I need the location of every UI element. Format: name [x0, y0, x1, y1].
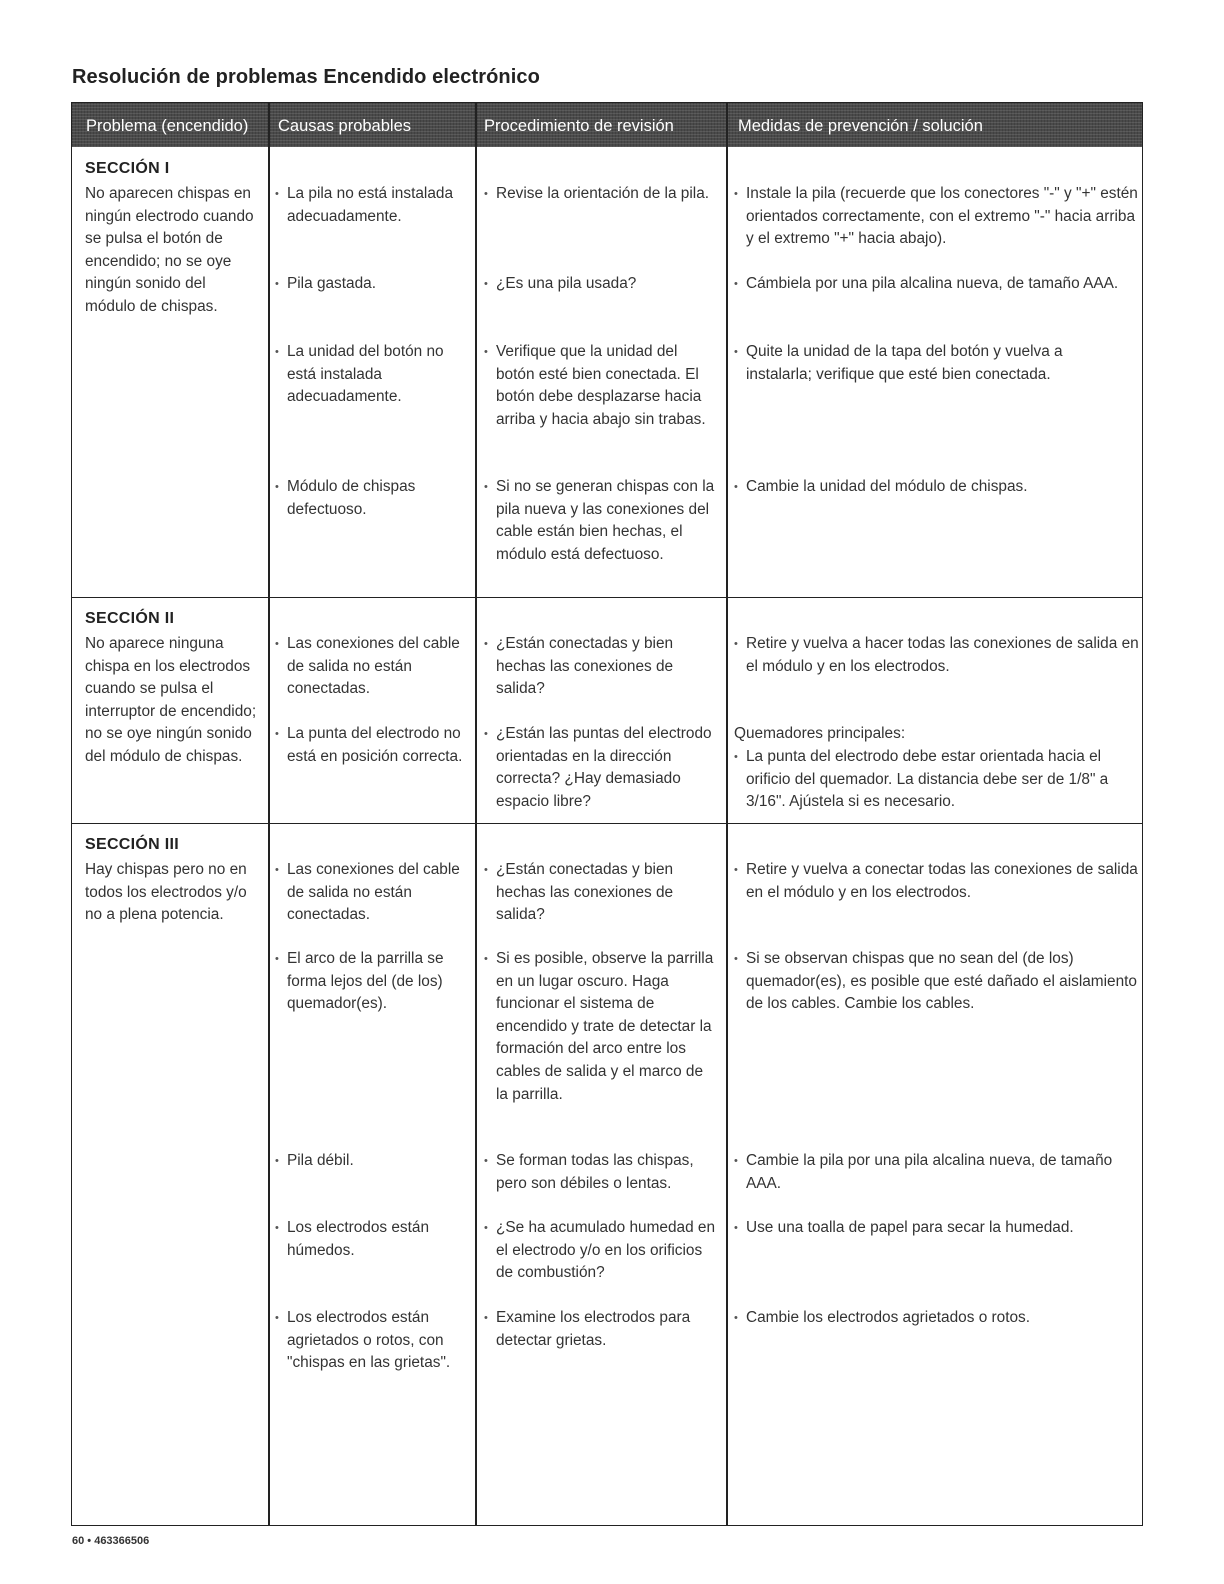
solution: • Retire y vuelva a conectar todas las conexiones de salida en el módulo y en los electrodos. [734, 859, 1142, 904]
probable-cause: • Módulo de chispas defectuoso. [275, 476, 469, 521]
solution: • Use una toalla de papel para secar la humedad. [734, 1217, 1142, 1240]
column-header-problem: Problema (encendido) [86, 117, 249, 135]
check-procedure: • Examine los electrodos para detectar grietas. [484, 1307, 718, 1352]
probable-cause: • Las conexiones del cable de salida no están conectadas. [275, 859, 469, 927]
probable-cause: • Pila gastada. [275, 273, 469, 296]
solution: • La punta del electrodo debe estar orientada hacia el orificio del quemador. La distancia debe ser de 1/8" a 3/16". Ajústela si es necesario. [734, 746, 1142, 814]
check-procedure: • ¿Se ha acumulado humedad en el electrodo y/o en los orificios de combustión? [484, 1217, 718, 1285]
problem-description: Hay chispas pero no en todos los electrodos y/o no a plena potencia. [85, 861, 247, 924]
check-procedure: • ¿Están conectadas y bien hechas las conexiones de salida? [484, 633, 718, 701]
solution: • Retire y vuelva a hacer todas las conexiones de salida en el módulo y en los electrodos. [734, 633, 1142, 678]
check-procedure: • Verifique que la unidad del botón esté bien conectada. El botón debe desplazarse hacia arriba y hacia abajo sin trabas. [484, 341, 718, 431]
solution: • Cambie la unidad del módulo de chispas. [734, 476, 1132, 499]
probable-cause: • El arco de la parrilla se forma lejos del (de los) quemador(es). [275, 948, 469, 1016]
probable-cause: • La unidad del botón no está instalada adecuadamente. [275, 341, 469, 409]
solution: • Cambie los electrodos agrietados o rotos. [734, 1307, 1142, 1330]
solution: • Cambie la pila por una pila alcalina nueva, de tamaño AAA. [734, 1150, 1142, 1195]
solution: • Si se observan chispas que no sean del (de los) quemador(es), es posible que esté dañado el aislamiento de los cables. Cambie los cables. [734, 948, 1142, 1016]
section-title: SECCIÓN III [85, 836, 179, 853]
table-header [72, 103, 1142, 147]
problem-description: No aparecen chispas en ningún electrodo cuando se pulsa el botón de encendido; no se oye ningún sonido del módulo de chispas. [85, 185, 254, 315]
solution: • Instale la pila (recuerde que los conectores "-" y "+" estén orientados correctamente, con el extremo "-" hacia arriba y el extremo "+" hacia abajo). [734, 183, 1142, 251]
column-divider [268, 103, 270, 1525]
check-procedure: • ¿Están conectadas y bien hechas las conexiones de salida? [484, 859, 718, 927]
check-procedure: • ¿Están las puntas del electrodo orientadas en la dirección correcta? ¿Hay demasiado espacio libre? [484, 723, 718, 813]
check-procedure: • Si no se generan chispas con la pila nueva y las conexiones del cable están bien hechas, el módulo está defectuoso. [484, 476, 718, 566]
column-divider [475, 103, 477, 1525]
check-procedure: • Revise la orientación de la pila. [484, 183, 718, 206]
section-divider [72, 597, 1142, 598]
check-procedure: • Si es posible, observe la parrilla en un lugar oscuro. Haga funcionar el sistema de encendido y trate de detectar la formación del arco entre los cables de salida y el marco de la parrilla. [484, 948, 718, 1106]
probable-cause: • Las conexiones del cable de salida no están conectadas. [275, 633, 469, 701]
column-divider [726, 103, 728, 1525]
page-title: Resolución de problemas Encendido electrónico [72, 66, 540, 88]
section-title: SECCIÓN II [85, 610, 175, 627]
column-header-check: Procedimiento de revisión [484, 117, 674, 135]
column-header-solution: Medidas de prevención / solución [738, 117, 983, 135]
section-divider [72, 823, 1142, 824]
check-procedure: • ¿Es una pila usada? [484, 273, 718, 296]
probable-cause: • La pila no está instalada adecuadamente. [275, 183, 469, 228]
section-title: SECCIÓN I [85, 160, 170, 177]
check-procedure: • Se forman todas las chispas, pero son débiles o lentas. [484, 1150, 718, 1195]
solution: • Cámbiela por una pila alcalina nueva, de tamaño AAA. [734, 273, 1132, 296]
problem-description: No aparece ninguna chispa en los electrodos cuando se pulsa el interruptor de encendido; no se oye ningún sonido del módulo de chispas. [85, 635, 257, 765]
probable-cause: • Los electrodos están agrietados o rotos, con "chispas en las grietas". [275, 1307, 469, 1375]
column-header-causes: Causas probables [278, 117, 411, 135]
page-footer: 60 • 463366506 [72, 1535, 150, 1547]
probable-cause: • Pila débil. [275, 1150, 469, 1173]
probable-cause: • La punta del electrodo no está en posición correcta. [275, 723, 469, 768]
troubleshooting-table [71, 102, 1143, 1526]
solution-heading: Quemadores principales: [734, 725, 906, 742]
probable-cause: • Los electrodos están húmedos. [275, 1217, 469, 1262]
solution: • Quite la unidad de la tapa del botón y vuelva a instalarla; verifique que esté bien conectada. [734, 341, 1132, 386]
